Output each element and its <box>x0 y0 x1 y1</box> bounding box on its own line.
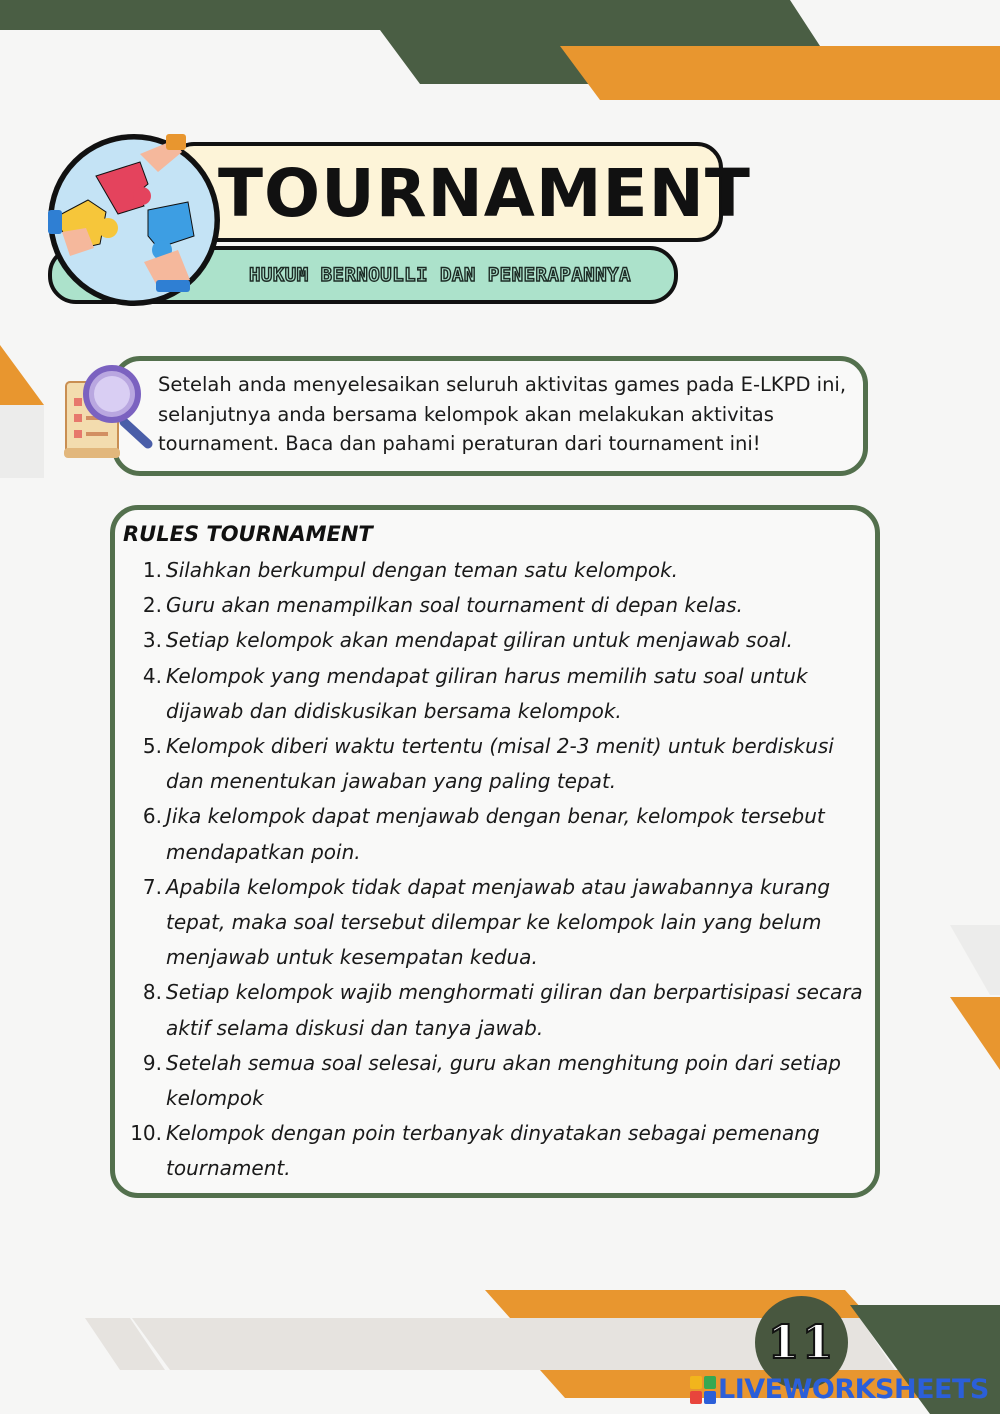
liveworksheets-brand: LIVEWORKSHEETS <box>718 1374 989 1405</box>
rule-text: Kelompok dengan poin terbanyak dinyatakan sebagai pemenang tournament. <box>166 1121 820 1181</box>
magnifier-document-icon <box>58 364 162 464</box>
rule-text: Setiap kelompok wajib menghormati giliran dan berpartisipasi secara aktif selama diskusi dan tanya jawab. <box>166 980 863 1040</box>
rule-item <box>122 588 867 623</box>
rule-item <box>122 975 867 1045</box>
rule-text: Guru akan menampilkan soal tournament di depan kelas. <box>166 593 743 618</box>
rule-text: Kelompok diberi waktu tertentu (misal 2-3 menit) untuk berdiskusi dan menentukan jawaban yang paling tepat. <box>166 734 834 794</box>
page-number: 11 <box>767 1315 836 1369</box>
rule-number: 5. <box>142 734 162 759</box>
rule-item <box>122 870 867 976</box>
rule-item <box>122 659 867 729</box>
rule-text: Kelompok yang mendapat giliran harus memilih satu soal untuk dijawab dan didiskusikan bersama kelompok. <box>166 663 808 723</box>
rule-text: Silahkan berkumpul dengan teman satu kelompok. <box>166 558 679 582</box>
liveworksheets-icon <box>690 1376 716 1404</box>
rule-text: Setiap kelompok akan mendapat giliran untuk menjawab soal. <box>166 628 793 653</box>
top-orange-band <box>560 46 1000 100</box>
rule-number: 10. <box>130 1121 162 1146</box>
rule-item <box>122 729 867 799</box>
left-gray-triangle <box>0 405 44 478</box>
rule-number: 2. <box>142 593 162 618</box>
rules-title: RULES TOURNAMENT <box>123 522 373 546</box>
top-corner-cut <box>790 0 1000 46</box>
rule-text: Apabila kelompok tidak dapat menjawab atau jawabannya kurang tepat, maka soal tersebut dilempar ke kelompok lain yang belum menjawab untuk kesempatan kedua. <box>166 874 831 970</box>
rule-number: 1. <box>142 558 162 582</box>
right-orange-triangle <box>950 997 1000 1070</box>
rule-text: Setelah semua soal selesai, guru akan menghitung poin dari setiap kelompok <box>166 1050 841 1111</box>
rule-number: 3. <box>142 628 162 653</box>
rule-number: 6. <box>142 804 162 829</box>
page-title: TOURNAMENT <box>218 155 751 232</box>
rule-number: 4. <box>142 663 162 688</box>
rule-item <box>122 623 867 658</box>
left-orange-triangle <box>0 345 44 405</box>
page-subtitle: HUKUM BERNOULLI DAN PENERAPANNYA <box>248 264 632 286</box>
rule-text: Jika kelompok dapat menjawab dengan benar, kelompok tersebut mendapatkan poin. <box>166 804 825 864</box>
liveworksheets-logo[interactable] <box>690 1372 989 1408</box>
puzzle-hands-icon <box>48 132 228 312</box>
rule-item <box>122 1046 867 1116</box>
rule-item <box>122 1116 867 1186</box>
right-gray-triangle <box>950 925 1000 995</box>
rule-number: 8. <box>142 980 162 1005</box>
rule-number: 7. <box>142 874 162 899</box>
rule-number: 9. <box>142 1050 162 1075</box>
rule-item <box>122 553 867 588</box>
rule-item <box>122 799 867 869</box>
intro-text: Setelah anda menyelesaikan seluruh aktivitas games pada E-LKPD ini, selanjutnya anda bersama kelompok akan melakukan aktivitas tournament. Baca dan pahami peraturan dari tournament ini! <box>158 373 847 455</box>
header <box>48 132 751 312</box>
rules-list <box>122 553 867 1187</box>
